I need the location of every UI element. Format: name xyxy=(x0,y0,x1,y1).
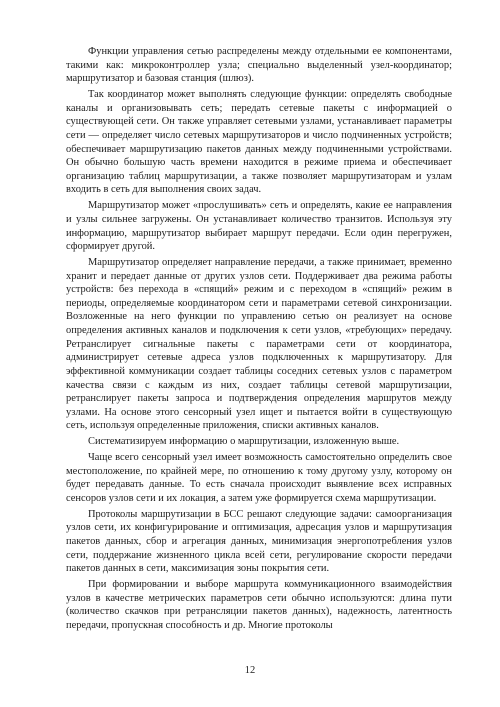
page-number: 12 xyxy=(244,665,256,676)
paragraph-routing-protocols: Протоколы маршрутизации в БСС решают следующие задачи: самоорганизация узлов сети, их конфигурирование и оптимизация, адресация узлов и маршрутизация пакетов данных, сбор и агрегация данных, минимизация энергопотребления узлов сети, поддержание жизненного цикла всей сети, регулирование скорости передачи пакетов данных в сети, максимизация зоны покрытия сети. xyxy=(66,508,452,575)
paragraph-network-functions: Функции управления сетью распределены между отдельными ее компонентами, такими как: микроконтроллер узла; специально выделенный узел-координатор; маршрутизатор и базовая станция (шлюз). xyxy=(66,46,452,85)
body-text xyxy=(66,45,452,635)
paragraph-route-metrics: При формировании и выборе маршрута коммуникационного взаимодействия узлов в качестве метрических параметров сети обычно используются: длина пути (количество скачков при ретрансляции пакетов данных), надежность, латентность передачи, пропускная способность и др. Многие протоколы xyxy=(66,579,452,631)
paragraph-router-functions: Маршрутизатор определяет направление передачи, а также принимает, временно хранит и передает данные от других узлов сети. Поддерживает два режима работы устройств: без перехода в «спящий» режим и с переходом в «спящий» режим в периоды, определяемые координатором сети и параметрами сетевой синхронизации. Возложенные на него функции по управлению сетью он реализует на основе определения активных каналов и подключения к сети узлов, «требующих» передачу. Ретранслирует сигнальные пакеты с параметрами сети от координатора, администрирует сетевые адреса узлов подключенных к маршрутизатору. Для эффективной коммуникации создает таблицы соседних сетевых узлов с параметром качества связи с каждым из них, создает таблицы сетевой маршрутизации, ретранслирует пакеты запроса и подтверждения определения маршрутов между узлами. На основе этого сенсорный узел ищет и пытается войти в существующую сеть, используя определенные приложения, списки активных каналов. xyxy=(66,256,452,432)
paragraph-router-listening: Маршрутизатор может «прослушивать» сеть и определять, какие ее направления и узлы сильнее загружены. Он устанавливает количество транзитов. Используя эту информацию, маршрутизатор выбирает маршрут передачи. Если один перегружен, сформирует другой. xyxy=(66,200,452,253)
paragraph-summary: Систематизируем информацию о маршрутизации, изложенную выше. xyxy=(88,436,400,448)
paragraph-coordinator: Так координатор может выполнять следующие функции: определять свободные каналы и организовывать сеть; передать сетевые пакеты с информацией о существующей сети. Он также управляет сетевыми узлами, устанавливает параметры сети — определяет число сетевых маршрутизаторов и число подчиненных устройств; обеспечивает маршрутизацию пакетов данных между подчиненными устройствами. Он обычно большую часть времени находится в режиме приема и обеспечивает организацию таблиц маршрутизации, а также позволяет маршрутизаторам и узлам входить в сеть для выполнения своих задач. xyxy=(66,89,452,196)
paragraph-sensor-location: Чаще всего сенсорный узел имеет возможность самостоятельно определить свое местоположение, по крайней мере, по отношению к тому другому узлу, которому он будет передавать данные. То есть сначала происходит выявление всех исправных сенсоров узлов сети и их локация, а затем уже формируется схема маршрутизации. xyxy=(66,452,452,504)
